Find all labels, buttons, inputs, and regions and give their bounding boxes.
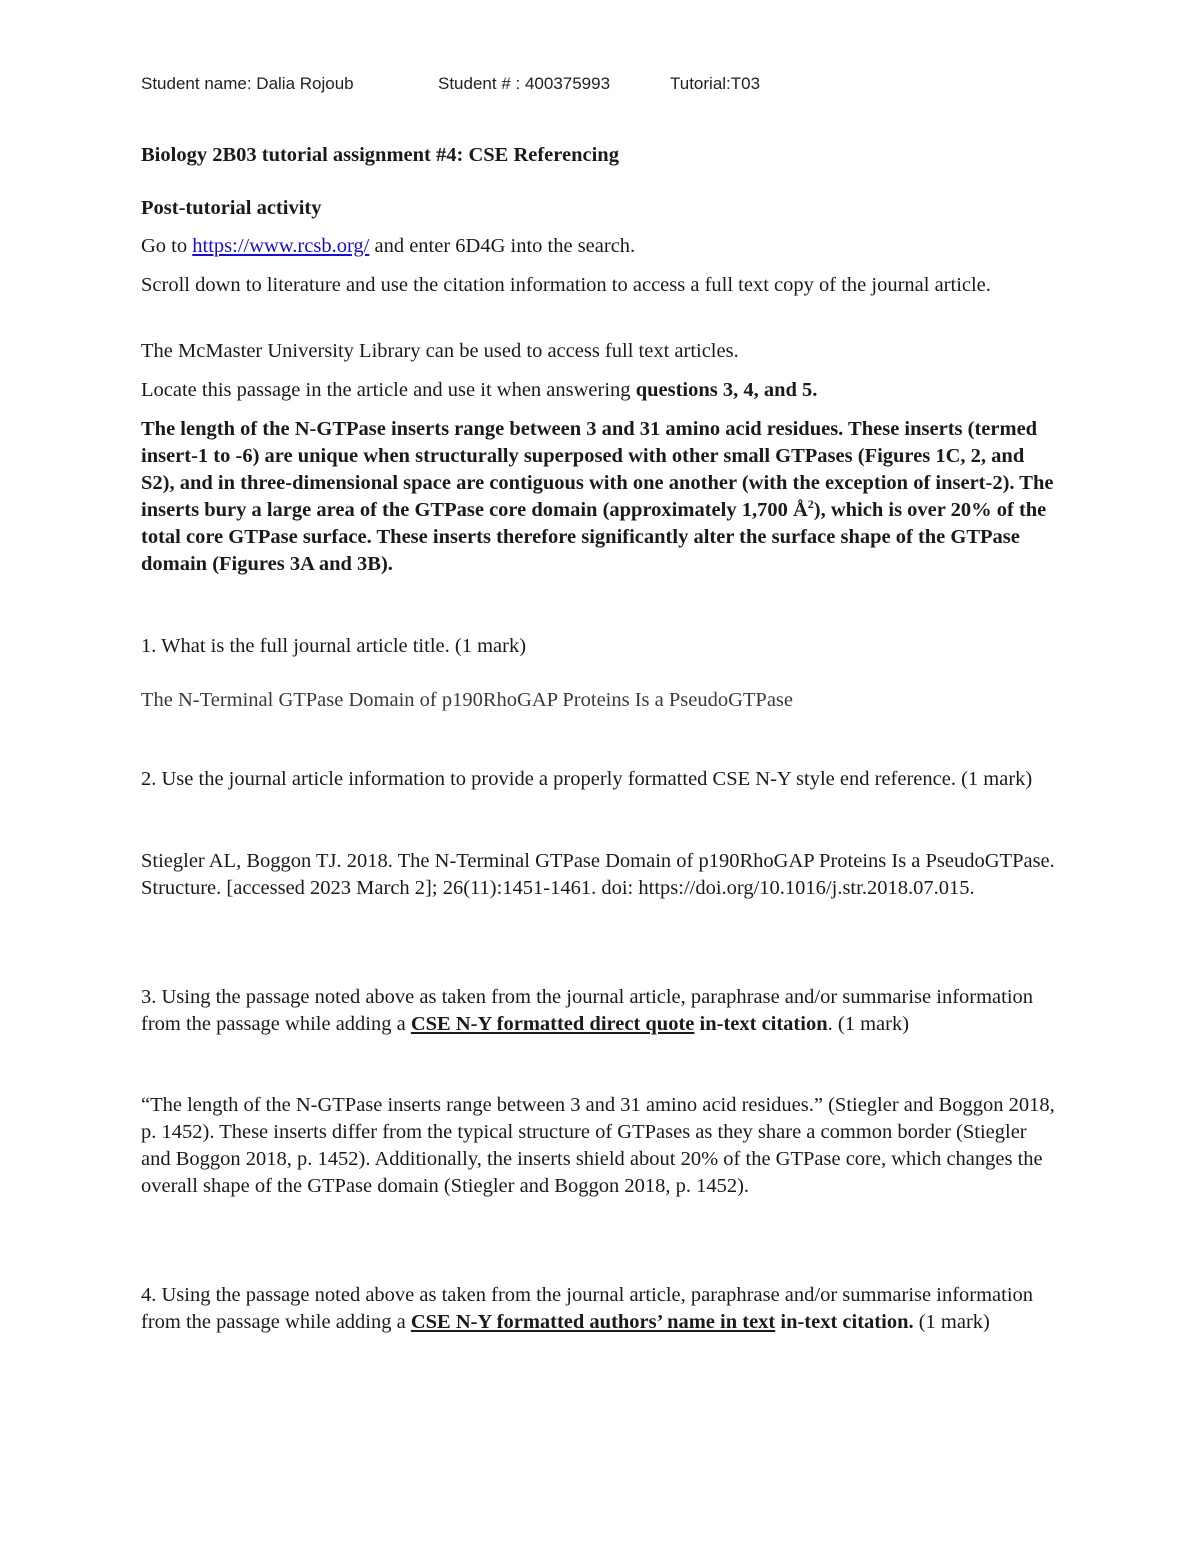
locate-text: Locate this passage in the article and use it when answering	[141, 379, 636, 401]
q4-underlined: CSE N-Y formatted authors’ name in text	[410, 1311, 776, 1333]
locate-questions: questions 3, 4, and 5.	[635, 379, 818, 401]
instruction-library: The McMaster University Library can be used to access full text articles.	[141, 340, 739, 362]
question-2: 2. Use the journal article information to provide a properly formatted CSE N-Y style end reference. (1 mark)	[141, 768, 1033, 790]
passage-part-b: ), which is over 20% of the total core GTPase surface. These inserts therefore significantly alter the surface shape of the GTPase domain (Figures 3A and 3B).	[141, 499, 1047, 575]
student-name: Student name: Dalia Rojoub	[141, 74, 354, 93]
q3-suffix: . (1 mark)	[827, 1013, 910, 1035]
answer-2: Stiegler AL, Boggon TJ. 2018. The N-Terminal GTPase Domain of p190RhoGAP Proteins Is a PseudoGTPase. Structure. [accessed 2023 March 2]; 26(11):1451-1461. doi: https://doi.org/10.1016/j.str.2018.07.015.	[141, 850, 1055, 899]
assignment-title: Biology 2B03 tutorial assignment #4: CSE Referencing	[141, 144, 619, 166]
question-1: 1. What is the full journal article title. (1 mark)	[141, 635, 527, 657]
q3-underlined: CSE N-Y formatted direct quote	[410, 1013, 695, 1035]
q4-text: 4. Using the passage noted above as taken from the journal article, paraphrase and/or summarise information from the passage while adding a	[141, 1284, 1034, 1333]
question-4	[141, 1282, 1061, 1336]
rcsb-link[interactable]: https://www.rcsb.org/	[192, 235, 370, 257]
section-heading: Post-tutorial activity	[141, 197, 322, 219]
question-3	[141, 984, 1061, 1038]
q4-bold: in-text citation.	[775, 1311, 914, 1333]
instruction-scroll: Scroll down to literature and use the citation information to access a full text copy of the journal article.	[141, 274, 991, 296]
q3-text: 3. Using the passage noted above as taken from the journal article, paraphrase and/or summarise information from the passage while adding a	[141, 986, 1034, 1035]
go-to-text: Go to	[141, 235, 193, 257]
student-number: Student # : 400375993	[438, 74, 611, 93]
q4-suffix: (1 mark)	[913, 1311, 990, 1333]
instruction-locate	[141, 377, 1061, 404]
instruction-go-to	[141, 233, 1061, 260]
passage-superscript: 2	[807, 497, 814, 512]
answer-1: The N-Terminal GTPase Domain of p190RhoGAP Proteins Is a PseudoGTPase	[141, 689, 794, 711]
q3-bold: in-text citation	[694, 1013, 828, 1035]
article-passage	[141, 416, 1061, 578]
go-to-suffix: and enter 6D4G into the search.	[369, 235, 636, 257]
passage-part-a: The length of the N-GTPase inserts range between 3 and 31 amino acid residues. These inserts (termed insert-1 to -6) are unique when structurally superposed with other small GTPases (Figures 1C, 2, and S2), and in three-dimensional space are contiguous with one another (with the exception of insert-2). The inserts bury a large area of the GTPase core domain (approximately 1,700 Å	[141, 418, 1054, 521]
answer-3: “The length of the N-GTPase inserts range between 3 and 31 amino acid residues.” (Stiegler and Boggon 2018, p. 1452). These inserts differ from the typical structure of GTPases as they share a common border (Stiegler and Boggon 2018, p. 1452). Additionally, the inserts shield about 20% of the GTPase core, which changes the overall shape of the GTPase domain (Stiegler and Boggon 2018, p. 1452).	[141, 1094, 1055, 1197]
tutorial-code: Tutorial:T03	[670, 74, 761, 93]
